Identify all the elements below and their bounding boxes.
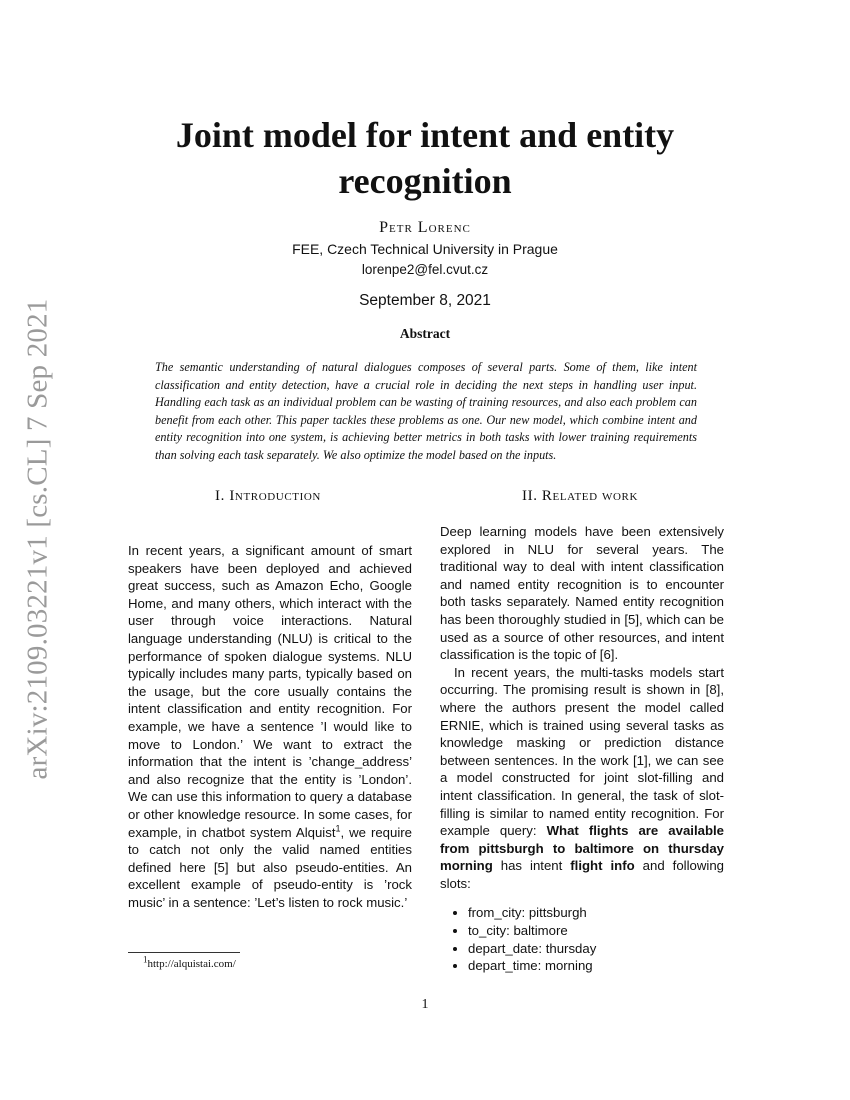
related-text-a: In recent years, the multi-tasks models start occurring. The promising result is shown in [8], where the authors present the model called ERNIE, which is trained using several tasks as knowledge masking or prediction distance between sentences. In the work [1], we can see a model constructed for joint slot-filling and intent classification. In general, the task of slot-filling is similar to named entity recognition. For example query:	[440, 664, 724, 839]
list-item: • depart_date: thursday	[468, 940, 724, 958]
footnote-divider	[128, 952, 240, 953]
footnote-ref: 1	[335, 823, 341, 834]
introduction-paragraph	[128, 542, 412, 911]
example-query: What flights are available from pittsburgh to baltimore on thursday morning	[440, 823, 724, 874]
related-work-column	[440, 523, 724, 975]
author-name: Petr Lorenc	[379, 219, 471, 236]
list-item: • to_city: baltimore	[468, 922, 724, 940]
list-item: • from_city: pittsburgh	[468, 904, 724, 922]
footnote	[143, 954, 236, 970]
author-email: lorenpe2@fel.cvut.cz	[361, 262, 489, 277]
footnote-mark: 1	[143, 954, 148, 965]
related-text-b: has intent	[492, 858, 571, 874]
list-item: • depart_time: morning	[468, 957, 724, 975]
example-intent: flight info	[570, 858, 635, 874]
footnote-url[interactable]: http://alquistai.com/	[147, 958, 236, 970]
introduction-column	[128, 542, 412, 911]
intro-text-b: , we require to catch not only the valid named entities defined here [5] but also pseudo-entities. An excellent example of pseudo-entity is ’rock music’ in a sentence: ’Let’s listen to rock music.’	[128, 824, 412, 910]
arxiv-stamp-text: arXiv:2109.03221v1 [cs.CL] 7 Sep 2021	[21, 298, 54, 780]
abstract-heading: Abstract	[399, 326, 451, 341]
arxiv-stamp	[20, 300, 56, 778]
related-paragraph-2	[440, 664, 724, 893]
paper-title: Joint model for intent and entity recognition	[175, 115, 675, 201]
related-text-c: and following slots:	[440, 858, 724, 891]
author-affiliation: FEE, Czech Technical University in Prague	[292, 241, 558, 257]
slot-list	[440, 904, 724, 974]
page-number: 1	[421, 997, 429, 1012]
section-heading-related-work: II. Related work	[522, 488, 638, 504]
abstract-body: The semantic understanding of natural dialogues composes of several parts. Some of them, like intent classification and entity detection, have a crucial role in deciding the next steps in handling user input. Handling each task as an individual problem can be wasting of training resources, and also each problem can benefit from each other. This paper tackles these problems as one. Our new model, which combine intent and entity recognition into one system, is achieving better metrics in both tasks with lower training requirements than solving each task separately. We also optimize the model based on the inputs.	[155, 360, 697, 462]
section-heading-introduction: I. Introduction	[215, 488, 321, 504]
intro-text-a: In recent years, a significant amount of smart speakers have been deployed and achieved great success, such as Amazon Echo, Google Home, and many others, which interact with the user through voice interactions. Natural language understanding (NLU) is critical to the performance of spoken dialogue systems. NLU typically includes many parts, typically based on the usage, but the core usually contains the intent classification and entity recognition. For example, we have a sentence ’I would like to move to London.’ We want to extract the information that the intent is ’change_address’ and also recognize that the entity is ’London’. We can use this information to query a database or other knowledge resource. In some cases, for example, in chatbot system Alquist	[128, 543, 412, 840]
paper-date: September 8, 2021	[359, 292, 491, 309]
related-paragraph-1: Deep learning models have been extensively explored in NLU for several years. The traditional way to deal with intent classification and named entity recognition is to encounter both tasks separately. Named entity recognition has been thoroughly studied in [5], which can be used as a source of other resources, and intent classification is the topic of [6].	[440, 524, 724, 663]
